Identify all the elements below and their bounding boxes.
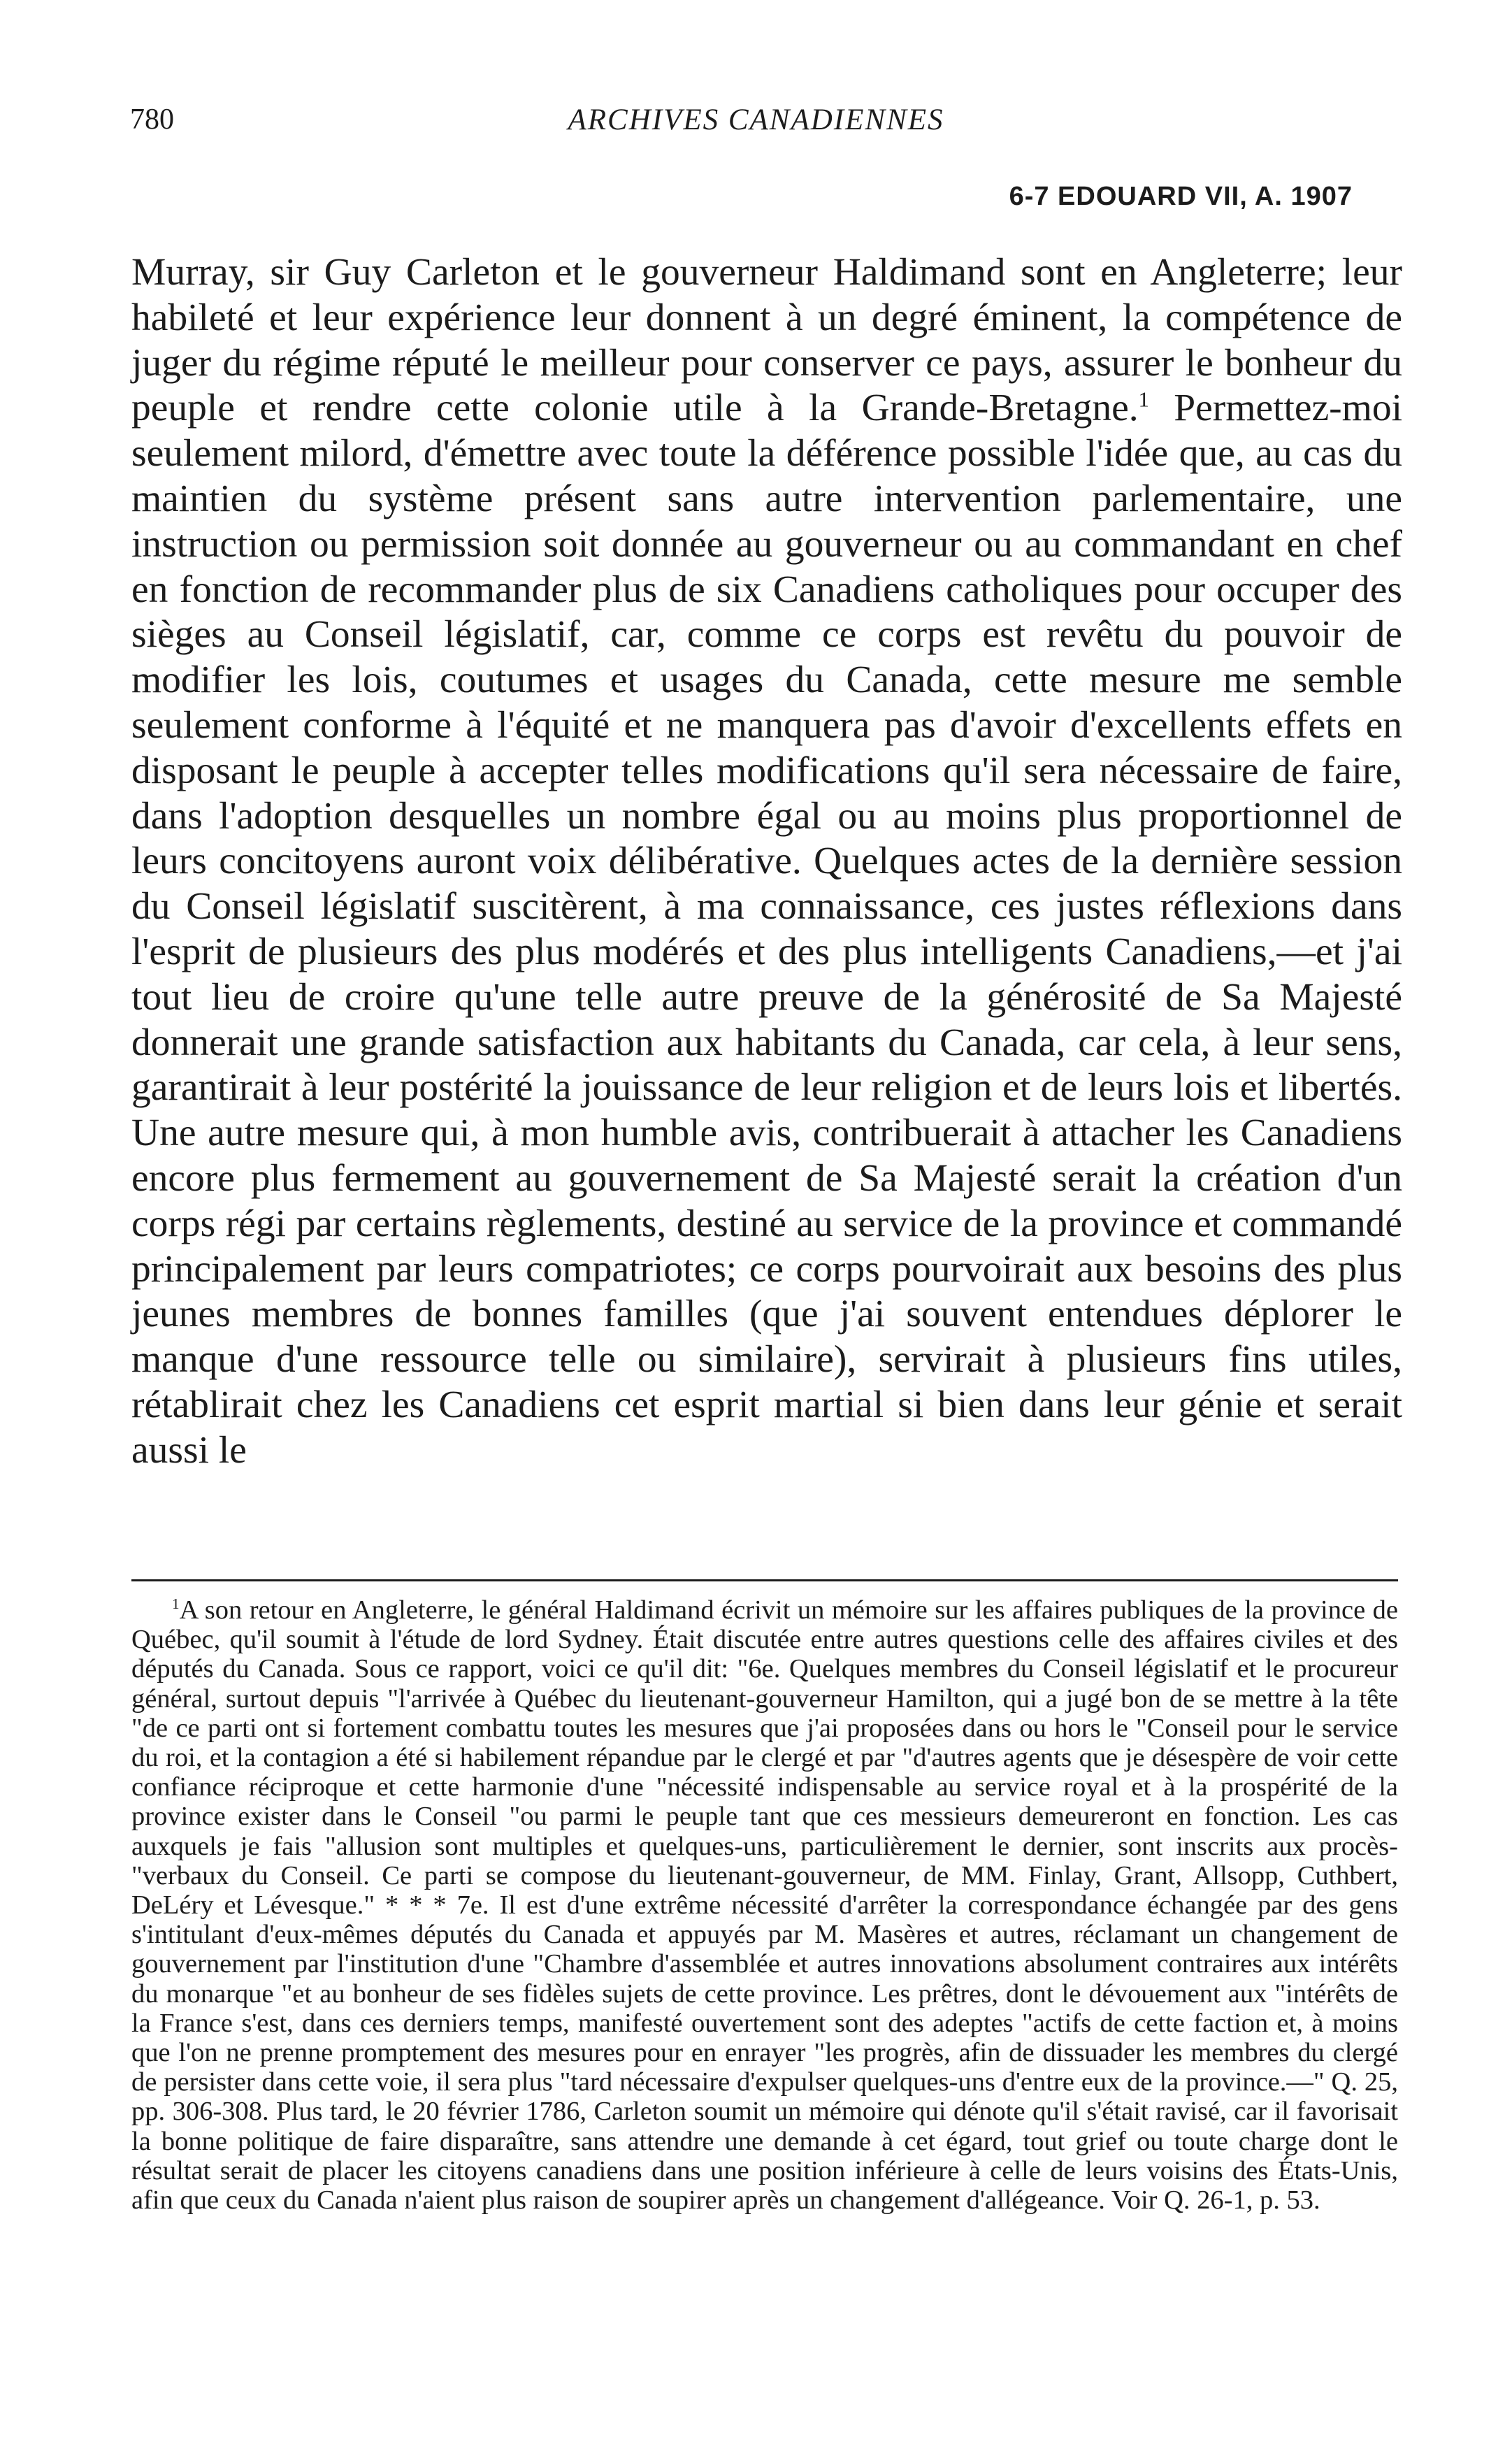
main-text [131, 250, 1402, 1474]
running-title: ARCHIVES CANADIENNES [568, 103, 944, 136]
footnote-divider [131, 1579, 1398, 1581]
footnote-text: A son retour en Angleterre, le général Haldimand écrivit un mémoire sur les affaires publiques de la province de Québec, qu'il soumit à l'étude de lord Sydney. Était discutée entre autres questions celle des affaires civiles et des députés du Canada. Sous ce rapport, voici ce qu'il dit: "6e. Quelques membres du Conseil législatif et le procureur général, surtout depuis "l'arrivée à Québec du lieutenant-gouverneur Hamilton, qui a jugé bon de se mettre à la tête "de ce parti ont si fortement combattu toutes les mesures que j'ai proposées dans ou hors le "Conseil pour le service du roi, et la contagion a été si habilement répandue par le clergé et par "d'autres agents que je désespère de voir cette confiance réciproque et cette harmonie d'une "nécessité indispensable au service royal et à la prospérité de la province exister dans le Conseil "ou parmi le peuple tant que ces messieurs demeureront en fonction. Les cas auxquels je fais "allusion sont multiples et quelques-uns, particulièrement le dernier, sont inscrits aux procès-"verbaux du Conseil. Ce parti se compose du lieutenant-gouverneur, de MM. Finlay, Grant, Allsopp, Cuthbert, DeLéry et Lévesque." * * * 7e. Il est d'une extrême nécessité d'arrêter la correspondance échangée par des gens s'intitulant d'eux-mêmes députés du Canada et appuyés par M. Masères et autres, réclamant un changement de gouvernement par l'institution d'une "Chambre d'assemblée et autres innovations absolument contraires aux intérêts du monarque "et au bonheur de ses fidèles sujets de cette province. Les prêtres, dont le dévouement aux "intérêts de la France s'est, dans ces derniers temps, manifesté ouvertement sont des adeptes "actifs de cette faction et, à moins que l'on ne prenne promptement des mesures pour en enrayer "les progrès, afin de dissuader les membres du clergé de persister dans cette voie, il sera plus "tard nécessaire d'expulser quelques-uns d'entre eux de la province.—" Q. 25, pp. 306-308. Plus tard, le 20 février 1786, Carleton soumit un mémoire qui dénote qu'il s'était ravisé, car il favorisait la bonne politique de faire disparaître, sans attendre une demande à cet égard, tout grief ou toute charge dont le résultat serait de placer les citoyens canadiens dans une position inférieure à celle de leurs voisins des États-Unis, afin que ceux du Canada n'aient plus raison de soupirer après un changement d'allégeance. Voir Q. 26-1, p. 53. [131, 1595, 1398, 2216]
footnote [131, 1595, 1398, 2215]
main-text-part-1: Murray, sir Guy Carleton et le gouverneur Haldimand sont en Angleterre; leur habileté et leur expérience leur donnent à un degré éminent, la compétence de juger du régime réputé le meilleur pour conserver ce pays, assurer le bonheur du peuple et rendre cette colonie utile à la Grande-Bretagne. [131, 251, 1402, 430]
footnote-reference[interactable]: 1 [1138, 387, 1149, 412]
session-label: 6-7 EDOUARD VII, A. 1907 [1009, 182, 1353, 211]
footnote-marker: 1 [172, 1595, 180, 1613]
main-text-part-2: Permettez-moi seulement milord, d'émettre avec toute la déférence possible l'idée que, au cas du maintien du système présent sans autre intervention parlementaire, une instruction ou permission soit donnée au gouverneur ou au commandant en chef en fonction de recommander plus de six Canadiens catholiques pour occuper des sièges au Conseil législatif, car, comme ce corps est revêtu du pouvoir de modifier les lois, coutumes et usages du Canada, cette mesure me semble seulement conforme à l'équité et ne manquera pas d'avoir d'excellents effets en disposant le peuple à accepter telles modifications qu'il sera nécessaire de faire, dans l'adoption desquelles un nombre égal ou au moins plus proportionnel de leurs concitoyens auront voix délibérative. Quelques actes de la dernière session du Conseil législatif suscitèrent, à ma connaissance, ces justes réflexions dans l'esprit de plusieurs des plus modérés et des plus intelligents Canadiens,—et j'ai tout lieu de croire qu'une telle autre preuve de la générosité de Sa Majesté donnerait une grande satisfaction aux habitants du Canada, car cela, à leur sens, garantirait à leur postérité la jouissance de leur religion et de leurs lois et libertés. Une autre mesure qui, à mon humble avis, contribuerait à attacher les Canadiens encore plus fermement au gouvernement de Sa Majesté serait la création d'un corps régi par certains règlements, destiné au service de la province et commandé principalement par leurs compatriotes; ce corps pourvoirait aux besoins des plus jeunes membres de bonnes familles (que j'ai souvent entendues déplorer le manque d'une ressource telle ou similaire), servirait à plusieurs fins utiles, rétablirait chez les Canadiens cet esprit martial si bien dans leur génie et serait aussi le [131, 387, 1403, 1472]
page-number: 780 [130, 103, 174, 136]
